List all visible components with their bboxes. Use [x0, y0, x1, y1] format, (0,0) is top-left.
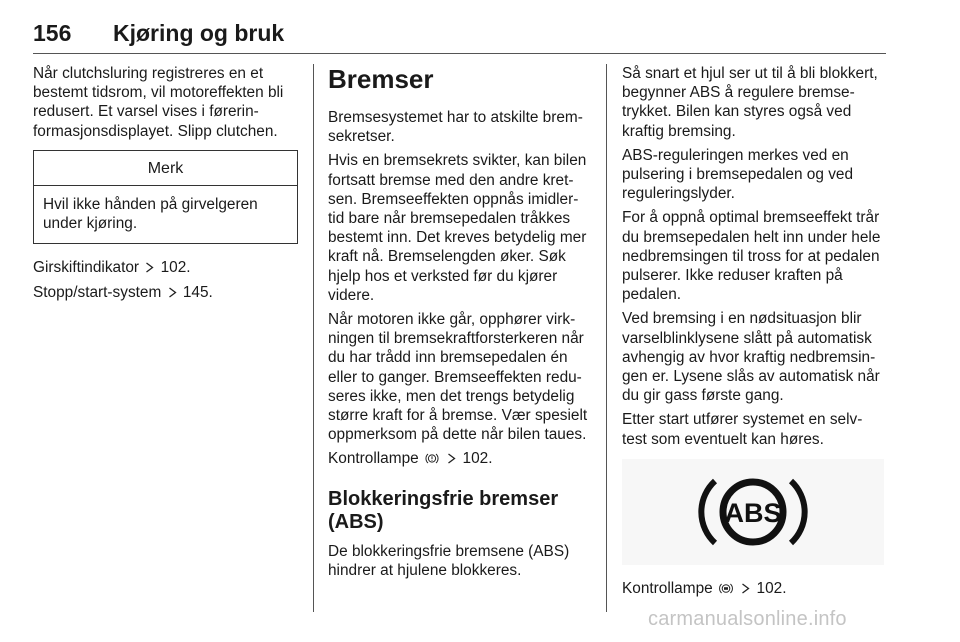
ref-stop-start[interactable]: Stopp/start-system 145.: [33, 283, 213, 301]
brake-warning-lamp-icon: [425, 452, 439, 465]
note-text: Hvil ikke hånden på girvelgeren under kjøring.: [43, 196, 258, 233]
column-3: [622, 64, 888, 603]
abs-paragraph-2: Så snart et hjul ser ut til å bli blokkert, begynner ABS å regulere bremse- trykket. Bilen kan styres også ved kraftig bremsing.: [622, 65, 878, 140]
abs-warning-symbol-figure: [622, 459, 884, 565]
page-reference-arrow-icon: [741, 583, 750, 594]
note-title: Merk: [34, 151, 297, 186]
abs-paragraph-4: For å oppnå optimal bremseeffekt trår du bremsepedalen helt inn under hele nedbremsingen til tross for at pedalen pulserer. Ikke reduser kraften på pedalen.: [622, 209, 881, 304]
header-rule: [33, 53, 886, 54]
section-heading-abs: Blokkeringsfrie bremser (ABS): [328, 487, 559, 533]
page-number: 156: [33, 20, 72, 46]
page-reference-arrow-icon: [168, 287, 177, 298]
page-reference-arrow-icon: [145, 262, 154, 273]
ref-abs-lamp[interactable]: Kontrollampe 102.: [622, 579, 787, 597]
abs-paragraph-1: De blokkeringsfrie bremsene (ABS) hindrer at hjulene blokkeres.: [328, 542, 570, 579]
clutch-paragraph: Når clutchsluring registreres en et bestemt tidsrom, vil motoreffekten bli redusert. Et varsel vises i førerin- formasjonsdisplayet. Slipp clutchen.: [33, 65, 284, 140]
abs-paragraph-6: Etter start utfører systemet en selv- test som eventuelt kan høres.: [622, 411, 863, 448]
abs-paragraph-5: Ved bremsing i en nødsituasjon blir varselblinklysene slått på automatisk avhengig av hvor kraftig nedbremsin- gen er. Lysene slås av automatisk når du gir gass første gang.: [622, 310, 880, 405]
column-divider-2: [606, 64, 607, 612]
column-2: [328, 64, 590, 585]
abs-paragraph-3: ABS-reguleringen merkes ved en pulsering i bremsepedalen og ved reguleringslyder.: [622, 146, 854, 203]
abs-warning-lamp-icon: [693, 467, 813, 557]
column-divider-1: [313, 64, 314, 612]
ref-gear-indicator[interactable]: Girskiftindikator 102.: [33, 259, 191, 277]
page-reference-arrow-icon: [447, 453, 456, 464]
column-1: [33, 64, 298, 307]
abs-lamp-small-icon: [719, 582, 733, 595]
brakes-paragraph-1: Bremsesystemet har to atskilte brem- sekretser.: [328, 109, 583, 146]
site-watermark: carmanualsonline.info: [648, 608, 847, 630]
note-box: [33, 150, 298, 245]
abs-symbol-label: ABS: [724, 497, 782, 528]
section-heading-brakes: Bremser: [328, 64, 434, 94]
chapter-title: Kjøring og bruk: [113, 20, 285, 46]
ref-brake-warning-lamp[interactable]: Kontrollampe 102.: [328, 450, 493, 468]
brakes-paragraph-3: Når motoren ikke går, opphører virk- ningen til bremsekraftforsterkeren når du har trådd inn bremsepedalen én eller to ganger. Bremseeffekten redu- seres ikke, men det trengs betydelig større kraft for å bremse. Vær spesielt oppmerksom på dette når bilen taues.: [328, 311, 588, 444]
brakes-paragraph-2: Hvis en bremsekrets svikter, kan bilen fortsatt bremse med den andre kret- sen. Bremseeffekten oppnås imidler- tid bare når bremsepedalen tråkkes bestemt inn. Det kreves betydelig mer kraft nå. Bremselengden øker. Søk hjelp hos et verksted før du kjører videre.: [328, 152, 587, 304]
